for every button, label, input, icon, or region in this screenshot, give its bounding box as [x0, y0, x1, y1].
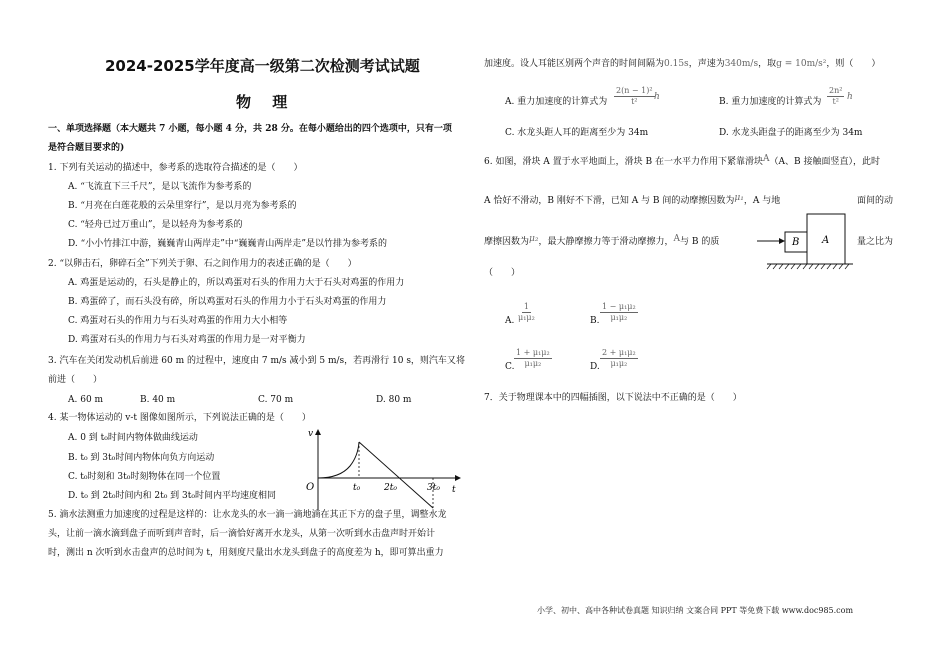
q1-option-c: C. “轻舟已过万重山”，是以轻舟为参考系的: [68, 220, 243, 230]
q6-option-d-fraction: [600, 348, 638, 369]
linear-segment: [359, 442, 433, 508]
q2-option-d: D. 鸡蛋对石头的作用力与石头对鸡蛋的作用力是一对平衡力: [68, 335, 306, 345]
q5-a-denominator: t²: [631, 97, 638, 106]
section-heading-line1: 一、单项选择题（本大题共 7 小题，每小题 4 分，共 28 分。在每小题给出的四个选项中，只有一项: [48, 124, 452, 134]
q5-cont-b: ，声速为: [688, 59, 725, 69]
q6-a-numerator: 1: [523, 302, 529, 311]
q4-option-c: C. t₀时刻和 3t₀时刻物体在同一个位置: [68, 472, 221, 482]
q6-option-a-fraction: [516, 302, 537, 323]
q6-a-denominator: μ₁μ₂: [518, 313, 535, 322]
q5-option-a: A. 重力加速度的计算式为: [505, 97, 608, 107]
footer-text: 小学、初中、高中各种试卷真题 知识归纳 文案合同 PPT 等免费下载 www.doc985.com: [537, 606, 854, 615]
q5-gval: g = 10m/s²: [776, 59, 827, 69]
q5-option-d: D. 水龙头距盘子的距离至少为 34m: [719, 128, 863, 138]
3t0-label: 3t₀: [427, 483, 440, 493]
q5-option-b-fraction: [827, 86, 844, 107]
q6-line3c: 与 B 的质: [680, 237, 720, 247]
q3-option-b: B. 40 m: [140, 395, 176, 405]
q6-line3: [484, 234, 720, 248]
q6-d-numerator: 2 + μ₁μ₂: [602, 348, 636, 357]
q4-option-d: D. t₀ 到 2t₀时间内和 2t₀ 到 3t₀时间内平均速度相同: [68, 491, 276, 501]
q5-line2: 头，让前一滴水滴到盘子而听到声音时，后一滴恰好离开水龙头，从第一次听到水击盘声时开始计: [48, 529, 436, 539]
q4-stem: 4. 某一物体运动的 v-t 图像如图所示，下列说法正确的是（ ）: [48, 413, 311, 423]
q6-option-c-fraction: [514, 348, 552, 369]
q6-d-denominator: μ₁μ₂: [610, 359, 628, 368]
q6-line1a: 6. 如图，滑块 A 置于水平地面上，滑块 B 在一水平力作用下紧靠滑块: [484, 157, 764, 167]
q6-b-denominator: μ₁μ₂: [610, 313, 628, 322]
q5-interval: 0.15s: [664, 59, 689, 69]
q5-cont-a: 加速度。设人耳能区别两个声音的时间间隔为: [484, 59, 665, 69]
q6-line2a: A 恰好不滑动，B 刚好不下滑，已知 A 与 B 间的动摩擦因数为: [484, 196, 735, 206]
q5-option-c: C. 水龙头距人耳的距离至少为 34m: [505, 128, 649, 138]
q5-speed: 340m/s: [724, 59, 759, 69]
q5-line3: 时，测出 n 次听到水击盘声的总时间为 t，用刻度尺量出水龙头到盘子的高度差为 h，即可算出重力: [48, 548, 444, 558]
q6-option-b-fraction: [600, 302, 638, 323]
q6-line4: （ ）: [484, 268, 521, 278]
q5-a-h: h: [654, 92, 660, 102]
q5-cont-d: ，则（ ）: [826, 59, 881, 69]
q2-option-c: C. 鸡蛋对石头的作用力与石头对鸡蛋的作用力大小相等: [68, 316, 288, 326]
q6-line3b: ，最大静摩擦力等于滑动摩擦力，: [538, 237, 674, 247]
q4-option-b: B. t₀ 到 3t₀时间内物体向负方向运动: [68, 453, 215, 463]
q4-option-a: A. 0 到 t₀时间内物体做曲线运动: [68, 433, 198, 443]
q5-option-b: B. 重力加速度的计算式为: [719, 97, 822, 107]
q5-a-numerator: 2(n − 1)²: [616, 86, 653, 95]
q2-stem: 2. “以卵击石，卵碎石全”下列关于卵、石之间作用力的表述正确的是（ ）: [48, 259, 357, 269]
q5-option-a-fraction: [614, 86, 655, 107]
q6-line1-A: A: [763, 154, 770, 164]
origin-label: O: [306, 482, 315, 493]
q6-c-denominator: μ₁μ₂: [524, 359, 542, 368]
q6-mu1: μ₁: [734, 193, 744, 203]
q3-stem-line2: 前进（ ）: [48, 375, 103, 385]
q6-line1b: （A、B 接触面竖直），此时: [769, 157, 880, 167]
q3-option-a: A. 60 m: [68, 395, 104, 405]
section-heading-line2: 是符合题目要求的): [48, 143, 125, 153]
q6-line1: [484, 154, 880, 168]
t-label: t: [452, 485, 456, 495]
q5-cont-c: ，取: [758, 59, 777, 69]
q6-line3d: 量之比为: [857, 237, 894, 247]
q6-line2b: ，A 与地: [743, 196, 781, 206]
q5-b-numerator: 2n²: [829, 86, 843, 95]
q5-continuation: [484, 59, 880, 70]
ground-hatch: [767, 264, 849, 269]
block-b-label: B: [792, 237, 800, 248]
q1-option-d: D. “小小竹排江中游，巍巍青山两岸走”中“巍巍青山两岸走”是以竹排为参考系的: [68, 239, 388, 249]
2t0-label: 2t₀: [384, 483, 397, 493]
q7-stem: 7．关于物理课本中的四幅插图，以下说法中不正确的是（ ）: [484, 393, 742, 403]
q1-option-b: B. “月亮在白莲花般的云朵里穿行”，是以月亮为参考系的: [68, 201, 297, 211]
q1-option-a: A. “飞流直下三千尺”，是以飞流作为参考系的: [68, 182, 252, 192]
q2-option-b: B. 鸡蛋碎了，而石头没有碎，所以鸡蛋对石头的作用力小于石头对鸡蛋的作用力: [68, 297, 387, 307]
q2-option-a: A. 鸡蛋是运动的，石头是静止的，所以鸡蛋对石头的作用力大于石头对鸡蛋的作用力: [68, 278, 405, 288]
q5-b-h: h: [847, 92, 853, 102]
blocks-figure: [755, 210, 855, 272]
q6-line2c: 面间的动: [857, 196, 894, 206]
q6-option-c-label: C.: [505, 362, 515, 372]
q6-line2: [484, 193, 781, 207]
q6-mu2: μ₂: [529, 234, 539, 244]
q3-option-d: D. 80 m: [376, 395, 412, 405]
page-title: 2024-2025学年度高一级第二次检测考试试题: [105, 57, 420, 75]
q6-option-a-label: A.: [505, 316, 515, 326]
subject-title: 物 理: [236, 93, 296, 111]
q6-line3-A: A: [673, 234, 680, 244]
vt-graph: [300, 424, 465, 514]
q6-option-b-label: B.: [590, 316, 600, 326]
curve-segment: [318, 442, 359, 478]
q6-c-numerator: 1 + μ₁μ₂: [516, 348, 550, 357]
block-a-label: A: [822, 235, 830, 246]
t0-label: t₀: [353, 483, 361, 493]
q1-stem: 1. 下列有关运动的描述中，参考系的选取符合描述的是（ ）: [48, 163, 303, 173]
q3-stem-line1: 3. 汽车在关闭发动机后前进 60 m 的过程中，速度由 7 m/s 减小到 5 m/s，若再滑行 10 s，则汽车又将: [48, 356, 465, 366]
q5-line1: 5. 滴水法测重力加速度的过程是这样的：让水龙头的水一滴一滴地滴在其正下方的盘子里，调整水龙: [48, 510, 447, 520]
q5-b-denominator: t²: [832, 97, 839, 106]
q3-option-c: C. 70 m: [258, 395, 294, 405]
q6-line3a: 摩擦因数为: [484, 237, 530, 247]
q6-b-numerator: 1 − μ₁μ₂: [602, 302, 636, 311]
q6-option-d-label: D.: [590, 362, 600, 372]
v-label: v: [308, 429, 314, 439]
